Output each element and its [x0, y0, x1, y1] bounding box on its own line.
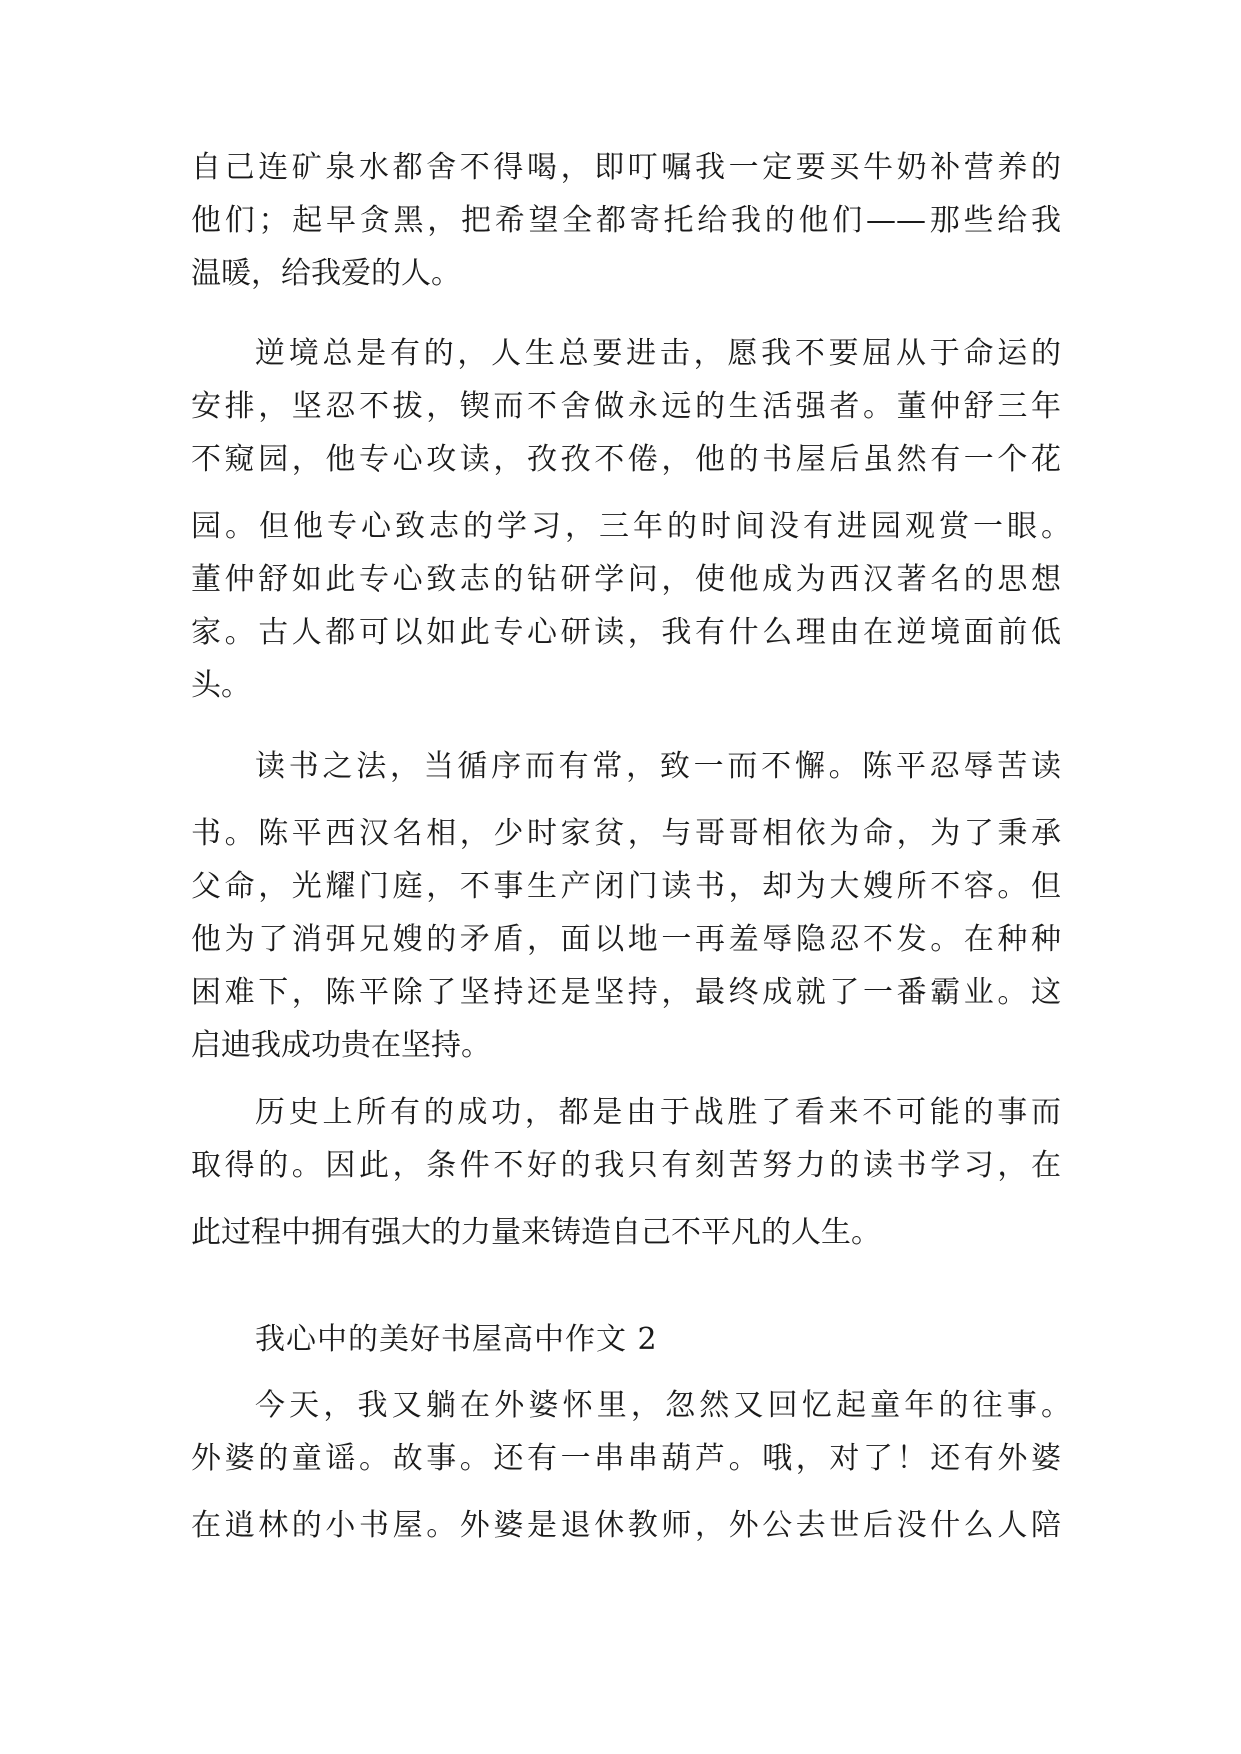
- paragraph-line: 读书之法，当循序而有常，致一而不懈。陈平忍辱苦读: [255, 749, 1061, 784]
- paragraph-line: 温暖，给我爱的人。: [191, 256, 461, 291]
- paragraph-line: 外婆的童谣。故事。还有一串串葫芦。哦，对了！还有外婆: [191, 1441, 1061, 1476]
- paragraph-line: 在逍林的小书屋。外婆是退休教师，外公去世后没什么人陪: [191, 1508, 1061, 1543]
- paragraph-line: 历史上所有的成功，都是由于战胜了看来不可能的事而: [255, 1095, 1061, 1130]
- paragraph-line: 今天，我又躺在外婆怀里，忽然又回忆起童年的往事。: [255, 1388, 1071, 1423]
- paragraph-line: 自己连矿泉水都舍不得喝，即叮嘱我一定要买牛奶补营养的: [191, 150, 1061, 185]
- paragraph-line: 困难下，陈平除了坚持还是坚持，最终成就了一番霸业。这: [191, 975, 1061, 1010]
- paragraph-line: 园。但他专心致志的学习，三年的时间没有进园观赏一眼。: [191, 509, 1071, 544]
- paragraph-line: 他为了消弭兄嫂的矛盾，面以地一再羞辱隐忍不发。在种种: [191, 922, 1061, 957]
- paragraph-line: 家。古人都可以如此专心研读，我有什么理由在逆境面前低: [191, 615, 1061, 650]
- paragraph-line: 他们；起早贪黑，把希望全都寄托给我的他们——那些给我: [191, 203, 1061, 238]
- paragraph-line: 逆境总是有的，人生总要进击，愿我不要屈从于命运的: [255, 336, 1061, 371]
- paragraph-line: 头。: [191, 668, 251, 703]
- paragraph-line: 取得的。因此，条件不好的我只有刻苦努力的读书学习，在: [191, 1148, 1061, 1183]
- paragraph-line: 父命，光耀门庭，不事生产闭门读书，却为大嫂所不容。但: [191, 869, 1061, 904]
- section-title: 我心中的美好书屋高中作文 2: [255, 1322, 658, 1357]
- paragraph-line: 董仲舒如此专心致志的钻研学问，使他成为西汉著名的思想: [191, 562, 1061, 597]
- paragraph-line: 此过程中拥有强大的力量来铸造自己不平凡的人生。: [191, 1215, 881, 1250]
- paragraph-line: 不窥园，他专心攻读，孜孜不倦，他的书屋后虽然有一个花: [191, 442, 1061, 477]
- paragraph-line: 启迪我成功贵在坚持。: [191, 1028, 491, 1063]
- paragraph-line: 书。陈平西汉名相，少时家贫，与哥哥相依为命，为了秉承: [191, 816, 1061, 851]
- paragraph-line: 安排，坚忍不拔，锲而不舍做永远的生活强者。董仲舒三年: [191, 389, 1061, 424]
